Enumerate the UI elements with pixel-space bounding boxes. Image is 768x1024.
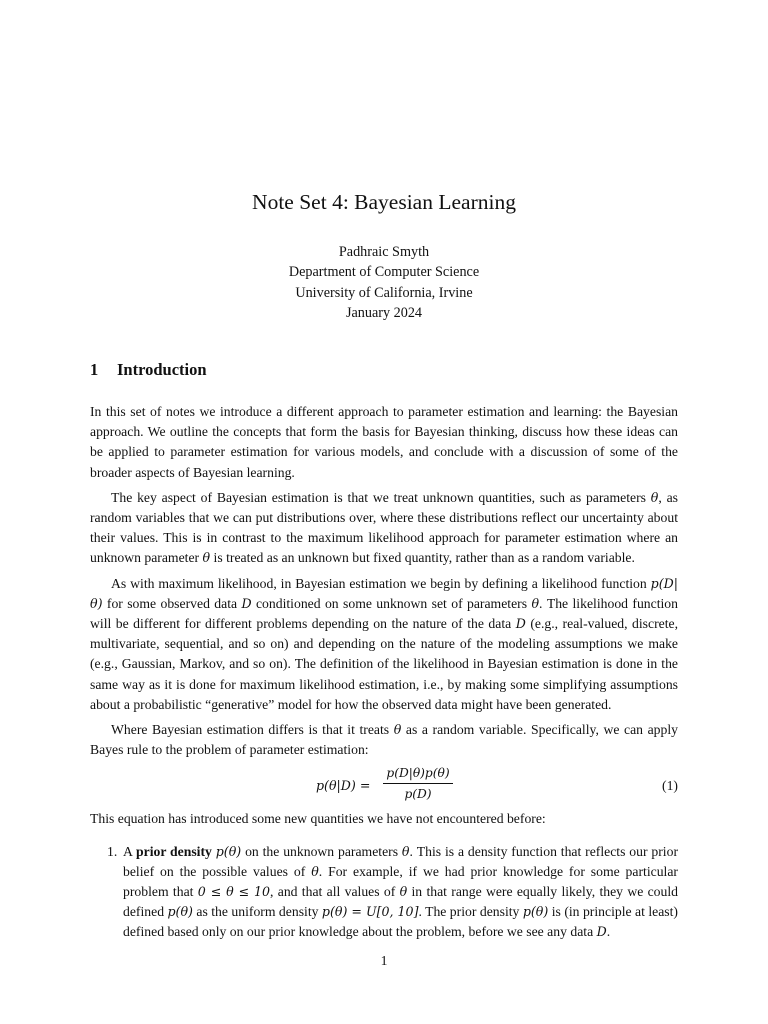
author-department: Department of Computer Science — [288, 264, 480, 281]
equation-bayes-rule — [90, 765, 678, 807]
section-heading — [90, 359, 207, 381]
text-span: The key aspect of Bayesian estimation is that we treat unknown quantities, such as parameters — [111, 489, 651, 505]
equation-numerator: p(D|θ)p(θ) — [383, 765, 453, 784]
body-text — [90, 402, 678, 943]
math-theta: θ — [399, 884, 408, 900]
math-prior: p(θ) — [522, 904, 549, 920]
math-theta: θ — [650, 489, 659, 505]
page-number: 1 — [380, 953, 388, 968]
document-date: January 2024 — [345, 304, 423, 321]
math-likelihood: p(D|θ) — [90, 575, 678, 611]
text-span: As with maximum likelihood, in Bayesian estimation we begin by defining a likelihood function — [111, 575, 651, 591]
term-prior-density: prior density — [136, 843, 212, 859]
text-span: is (in principle at least) defined based only on our prior knowledge about the problem, before we see any data — [123, 904, 678, 940]
text-span: , and that all values of — [270, 884, 400, 900]
paragraph-5: This equation has introduced some new quantities we have not encountered before: — [90, 811, 546, 827]
text-span: as the uniform density — [192, 904, 322, 920]
list-marker: 1. — [107, 843, 118, 859]
math-range: 0 ≤ θ ≤ 10 — [197, 884, 271, 900]
text-span: as a random variable. Specifically, we can apply Bayes rule to the problem of parameter estimation: — [90, 722, 678, 758]
math-prior: p(θ) — [167, 904, 193, 920]
text-span: for some observed data — [102, 595, 242, 611]
text-span: . For example, if we had prior knowledge for some particular problem that — [123, 863, 678, 900]
math-theta: θ — [531, 595, 540, 611]
equation-denominator: p(D) — [404, 787, 432, 802]
section-number: 1 — [90, 360, 99, 379]
author-block — [0, 242, 768, 323]
text-span: A — [123, 843, 136, 859]
text-span: . The likelihood function will be different for different problems depending on the nature of the data — [90, 595, 678, 632]
equation-fraction — [383, 765, 453, 802]
math-prior: p(θ) — [215, 843, 242, 859]
text-span: . — [606, 924, 611, 940]
math-theta: θ — [311, 863, 319, 879]
text-span: , as random variables that we can put distributions over, where these distributions reflect our uncertainty about their values. This is in contrast to the maximum likelihood approach for parameter estimation where an unknown parameter — [90, 489, 678, 566]
math-uniform: p(θ) = U[0, 10] — [321, 904, 419, 920]
text-span: Where Bayesian estimation differs is that it treats — [111, 722, 394, 738]
section-title: Introduction — [117, 360, 207, 379]
paragraph-1: In this set of notes we introduce a different approach to parameter estimation and learning: the Bayesian approach. We outline the concepts that form the basis for Bayesian thinking, discuss how these ideas can be applied to parameter estimation for various models, and conclude with a discussion of some of the broader aspects of Bayesian learning. — [90, 404, 678, 480]
paragraph-2 — [90, 488, 678, 569]
text-span: in that range were equally likely, they we could defined — [123, 884, 678, 920]
document-title: Note Set 4: Bayesian Learning — [252, 190, 516, 214]
math-theta: θ — [401, 843, 410, 859]
text-span: . The prior density — [418, 904, 523, 920]
list-item — [90, 842, 678, 943]
math-theta: θ — [393, 722, 402, 738]
text-span: conditioned on some unknown set of parameters — [251, 595, 532, 611]
math-data: D — [515, 616, 526, 632]
author-university: University of California, Irvine — [295, 284, 473, 301]
paragraph-3 — [90, 574, 678, 715]
math-theta: θ — [202, 550, 211, 566]
text-span: . This is a density function that reflects our prior belief on the possible values of — [123, 843, 678, 879]
math-data: D — [596, 924, 607, 940]
equation-lhs: p(θ|D) = — [316, 778, 371, 794]
text-span: is treated as an unknown but fixed quantity, rather than as a random variable. — [210, 550, 635, 566]
text-span: on the unknown parameters — [241, 843, 402, 859]
definition-list — [90, 842, 678, 943]
math-data: D — [241, 595, 252, 611]
paragraph-4 — [90, 720, 678, 760]
author-name: Padhraic Smyth — [338, 244, 430, 260]
text-span: (e.g., real-valued, discrete, multivariate, sequential, and so on) and depending on the nature of the modeling assumptions we make (e.g., Gaussian, Markov, and so on). The definition of the likelihood in Bayesian estimation is done in the same way as it is done for maximum likelihood estimation, i.e., by making some simplifying assumptions about a probabilistic “generative” model for how the observed data might have been generated. — [90, 616, 679, 712]
equation-label: (1) — [662, 778, 678, 794]
